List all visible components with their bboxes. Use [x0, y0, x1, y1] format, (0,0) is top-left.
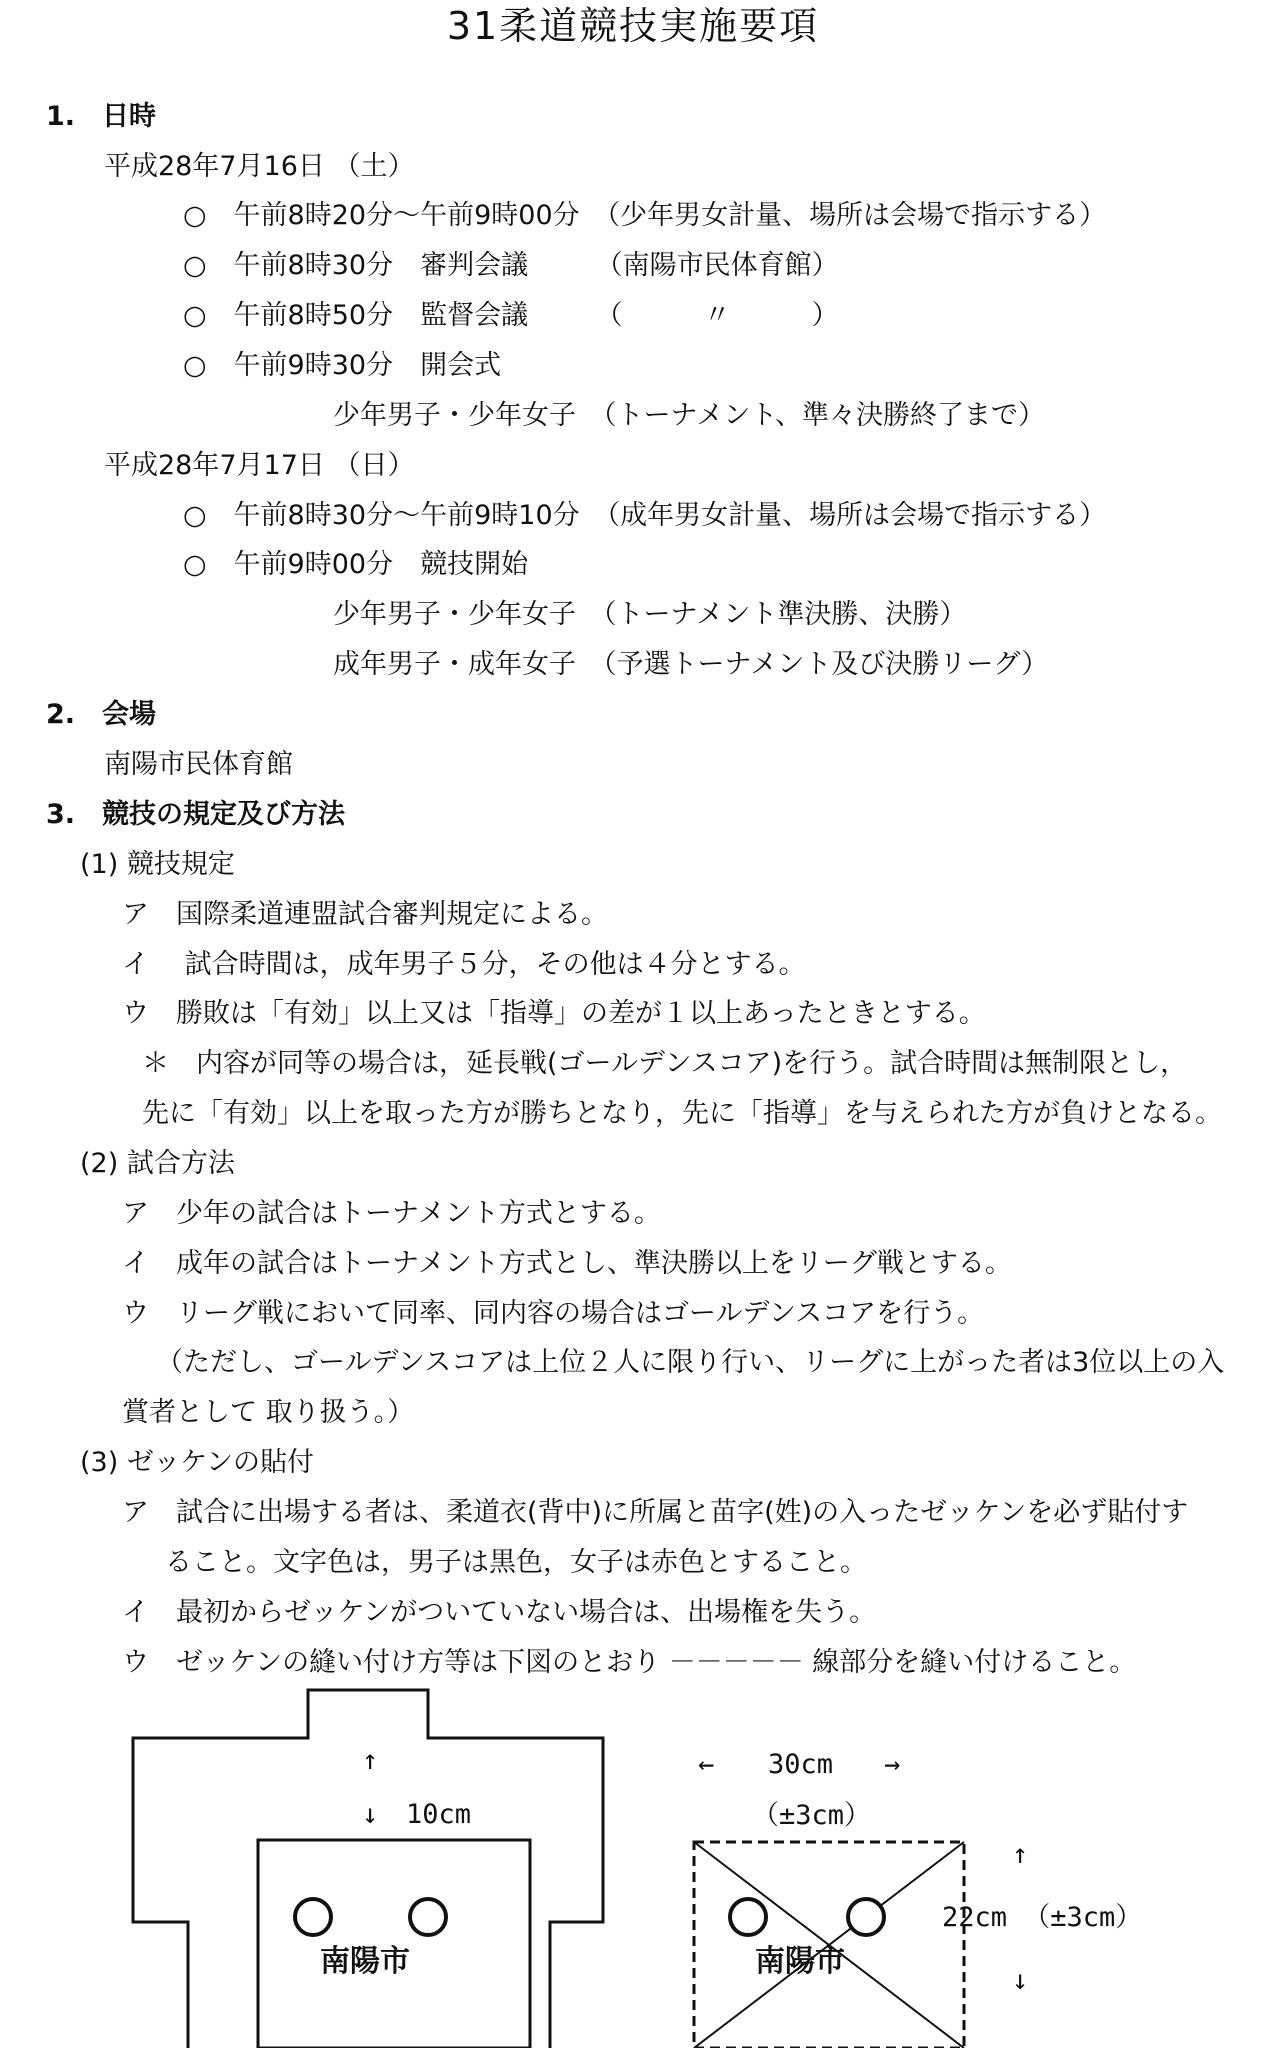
rules-item-i: イ 試合時間は，成年男子５分，その他は４分とする。: [122, 949, 806, 980]
day1-date: 平成28年7月16日 （土）: [104, 151, 415, 182]
bib-heading: (3) ゼッケンの貼付: [80, 1447, 314, 1478]
judogi-bib-text: 南陽市: [320, 1944, 410, 1979]
arrow-up-22cm: ↑: [1012, 1839, 1029, 1870]
label-30cm: 30cm: [768, 1749, 834, 1780]
day1-sub: 少年男子・少年女子 （トーナメント、準々決勝終了まで）: [333, 400, 1045, 431]
arrow-up-10cm: ↑: [362, 1745, 379, 1776]
day2-item-2: ○ 午前9時00分 競技開始: [183, 549, 529, 580]
section-2-heading: 2. 会場: [46, 699, 157, 730]
rules-note-line-2: 先に「有効」以上を取った方が勝ちとなり，先に「指導」を与えられた方が負けとなる。: [142, 1098, 1222, 1129]
day1-item-2: ○ 午前8時30分 審判会議 （南陽市民体育館）: [183, 250, 839, 281]
judogi-bib-hole-left: [295, 1899, 331, 1935]
day2-item-1: ○ 午前8時30分～午前9時10分 （成年男女計量、場所は会場で指示する）: [183, 500, 1107, 531]
detail-bib-hole-right: [848, 1899, 884, 1935]
day2-date: 平成28年7月17日 （日）: [104, 450, 415, 481]
rules-note-line-1: ＊ 内容が同等の場合は，延長戦(ゴールデンスコア)を行う。試合時間は無制限とし，: [142, 1048, 1188, 1079]
detail-bib-text: 南陽市: [755, 1944, 845, 1979]
bib-item-a-line-1: ア 試合に出場する者は、柔道衣(背中)に所属と苗字(姓)の入ったゼッケンを必ず貼付す: [122, 1497, 1189, 1528]
venue-name: 南陽市民体育館: [104, 749, 293, 780]
method-note-line-1: （ただし、ゴールデンスコアは上位２人に限り行い、リーグに上がった者は3位以上の入: [156, 1347, 1225, 1378]
judogi-bib-hole-right: [410, 1899, 446, 1935]
section-3-heading: 3. 競技の規定及び方法: [46, 799, 346, 830]
day2-sub-2: 成年男子・成年女子 （予選トーナメント及び決勝リーグ）: [333, 649, 1049, 680]
bib-item-u: ウ ゼッケンの縫い付け方等は下図のとおり －－－－－ 線部分を縫い付けること。: [122, 1647, 1137, 1678]
arrow-left-30cm: ←: [698, 1749, 715, 1780]
method-item-i: イ 成年の試合はトーナメント方式とし、準決勝以上をリーグ戦とする。: [122, 1248, 1012, 1279]
arrow-down-22cm: ↓: [1012, 1965, 1029, 1996]
label-10cm: 10cm: [406, 1799, 472, 1830]
document-title: 31柔道競技実施要項: [446, 4, 820, 48]
method-item-a: ア 少年の試合はトーナメント方式とする。: [122, 1198, 661, 1229]
arrow-down-10cm: ↓: [362, 1799, 379, 1830]
section-1-heading: 1. 日時: [46, 101, 157, 132]
label-30cm-tolerance: （±3cm）: [752, 1800, 872, 1831]
rules-heading: (1) 競技規定: [80, 849, 235, 880]
day1-item-1: ○ 午前8時20分～午前9時00分 （少年男女計量、場所は会場で指示する）: [183, 200, 1107, 231]
day2-sub-1: 少年男子・少年女子 （トーナメント準決勝、決勝）: [333, 599, 967, 630]
rules-item-a: ア 国際柔道連盟試合審判規定による。: [122, 899, 608, 930]
method-heading: (2) 試合方法: [80, 1148, 235, 1179]
day1-item-4: ○ 午前9時30分 開会式: [183, 350, 502, 381]
rules-item-u: ウ 勝敗は「有効」以上又は「指導」の差が１以上あったときとする。: [122, 998, 986, 1029]
method-item-u: ウ リーグ戦において同率、同内容の場合はゴールデンスコアを行う。: [122, 1298, 985, 1329]
method-note-line-2: 賞者として 取り扱う。）: [122, 1397, 415, 1428]
arrow-right-30cm: →: [884, 1749, 901, 1780]
bib-item-i: イ 最初からゼッケンがついていない場合は、出場権を失う。: [122, 1597, 877, 1628]
label-22cm: 22cm （±3cm）: [942, 1902, 1143, 1933]
day1-item-3: ○ 午前8時50分 監督会議 （ 〃 ）: [183, 300, 839, 331]
detail-bib-hole-left: [730, 1899, 766, 1935]
bib-item-a-line-2: ること。文字色は，男子は黒色，女子は赤色とすること。: [165, 1547, 867, 1578]
